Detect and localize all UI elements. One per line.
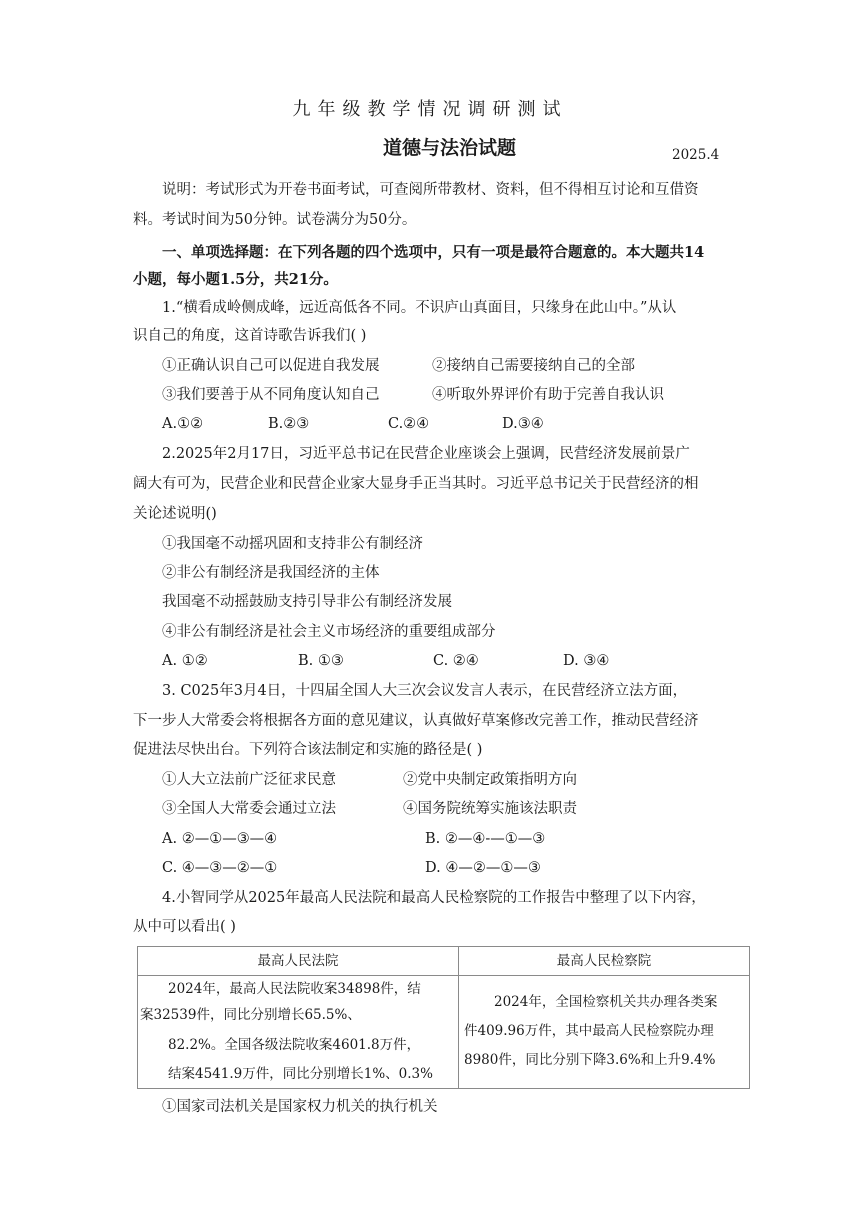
q4-stem-line-1: 4.小智同学从2025年最高人民法院和最高人民检察院的工作报告中整理了以下内容， — [162, 890, 706, 906]
instructions-line-1: 说明：考试形式为开卷书面考试，可查阅所带教材、资料，但不得相互讨论和互借资 — [162, 182, 699, 198]
q3-statement-2: ②党中央制定政策指明方向 — [403, 772, 577, 788]
procuratorate-text-line-2: 件409.96万件，其中最高人民检察院办理 — [464, 1023, 714, 1039]
table-header-court: 最高人民法院 — [138, 947, 459, 976]
q2-stem-line-3: 关论述说明() — [133, 506, 217, 522]
table-header-procuratorate: 最高人民检察院 — [459, 947, 750, 976]
q3-option-b: B. ②—④-—①—③ — [425, 831, 546, 847]
q2-statement-4: ④非公有制经济是社会主义市场经济的重要组成部分 — [162, 624, 496, 640]
q1-option-d: D.③④ — [502, 416, 544, 432]
table-cell-court — [138, 976, 459, 1089]
procuratorate-text-line-1: 2024年，全国检察机关共办理各类案 — [494, 994, 718, 1010]
q1-option-c: C.②④ — [388, 416, 430, 432]
court-procuratorate-table — [137, 946, 750, 1089]
q2-stem-line-2: 阔大有可为，民营企业和民营企业家大显身手正当其时。习近平总书记关于民营经济的相 — [133, 476, 699, 492]
q3-stem-line-3: 促进法尽快出台。下列符合该法制定和实施的路径是( ) — [133, 742, 483, 758]
q2-stem-line-1: 2.2025年2月17日，习近平总书记在民营企业座谈会上强调，民营经济发展前景广 — [162, 446, 690, 462]
q1-option-a: A.①② — [162, 416, 204, 432]
q3-stem-line-1: 3. C025年3月4日，十四届全国人大三次会议发言人表示，在民营经济立法方面， — [162, 683, 688, 699]
q1-option-b: B.②③ — [268, 416, 310, 432]
section-heading-line-1: 一、单项选择题：在下列各题的四个选项中，只有一项是最符合题意的。本大题共14 — [162, 244, 705, 261]
q3-option-a: A. ②—①—③—④ — [162, 831, 278, 847]
procuratorate-text-line-3: 8980件，同比分别下降3.6%和上升9.4% — [464, 1052, 716, 1068]
q3-option-d: D. ④—②—①—③ — [425, 860, 541, 876]
q2-statement-1: ①我国毫不动摇巩固和支持非公有制经济 — [162, 536, 423, 552]
exam-title: 九年级教学情况调研测试 — [292, 99, 568, 120]
court-text-line-1: 2024年，最高人民法院收案34898件，结 — [168, 981, 421, 997]
q2-option-a: A. ①② — [162, 653, 208, 669]
q3-statement-1: ①人大立法前广泛征求民意 — [162, 772, 336, 788]
q1-statement-2: ②接纳自己需要接纳自己的全部 — [432, 358, 635, 374]
q2-option-b: B. ①③ — [298, 653, 344, 669]
court-text-line-4: 结案4541.9万件，同比分别增长1%、0.3% — [168, 1066, 433, 1082]
q1-stem-line-2: 识自己的角度，这首诗歌告诉我们( ) — [133, 328, 367, 344]
q1-statement-3: ③我们要善于从不同角度认知自己 — [162, 387, 380, 403]
court-text-line-3: 82.2%。全国各级法院收案4601.8万件， — [168, 1037, 421, 1053]
q2-option-c: C. ②④ — [433, 653, 479, 669]
q3-statement-4: ④国务院统筹实施该法职责 — [403, 801, 577, 817]
exam-date: 2025.4 — [672, 147, 720, 163]
section-heading-line-2: 小题，每小题1.5分，共21分。 — [133, 271, 338, 288]
subject-title: 道德与法治试题 — [383, 137, 517, 159]
q1-statement-4: ④听取外界评价有助于完善自我认识 — [432, 387, 664, 403]
q1-stem-line-1: 1.“横看成岭侧成峰，远近高低各不同。不识庐山真面目，只缘身在此山中。”从认 — [162, 300, 677, 316]
q1-statement-1: ①正确认识自己可以促进自我发展 — [162, 358, 380, 374]
q2-option-d: D. ③④ — [563, 653, 610, 669]
instructions-line-2: 料。考试时间为50分钟。试卷满分为50分。 — [133, 212, 417, 228]
q2-statement-3: 我国毫不动摇鼓励支持引导非公有制经济发展 — [162, 594, 452, 610]
court-text-line-2: 案32539件，同比分别增长65.5%、 — [140, 1007, 361, 1023]
q2-statement-2: ②非公有制经济是我国经济的主体 — [162, 565, 380, 581]
q4-stem-line-2: 从中可以看出( ) — [133, 919, 236, 935]
q3-statement-3: ③全国人大常委会通过立法 — [162, 801, 336, 817]
q4-statement-1: ①国家司法机关是国家权力机关的执行机关 — [162, 1099, 438, 1115]
q3-stem-line-2: 下一步人大常委会将根据各方面的意见建议，认真做好草案修改完善工作，推动民营经济 — [133, 713, 699, 729]
table-cell-procuratorate — [459, 976, 750, 1089]
q3-option-c: C. ④—③—②—① — [162, 860, 278, 876]
